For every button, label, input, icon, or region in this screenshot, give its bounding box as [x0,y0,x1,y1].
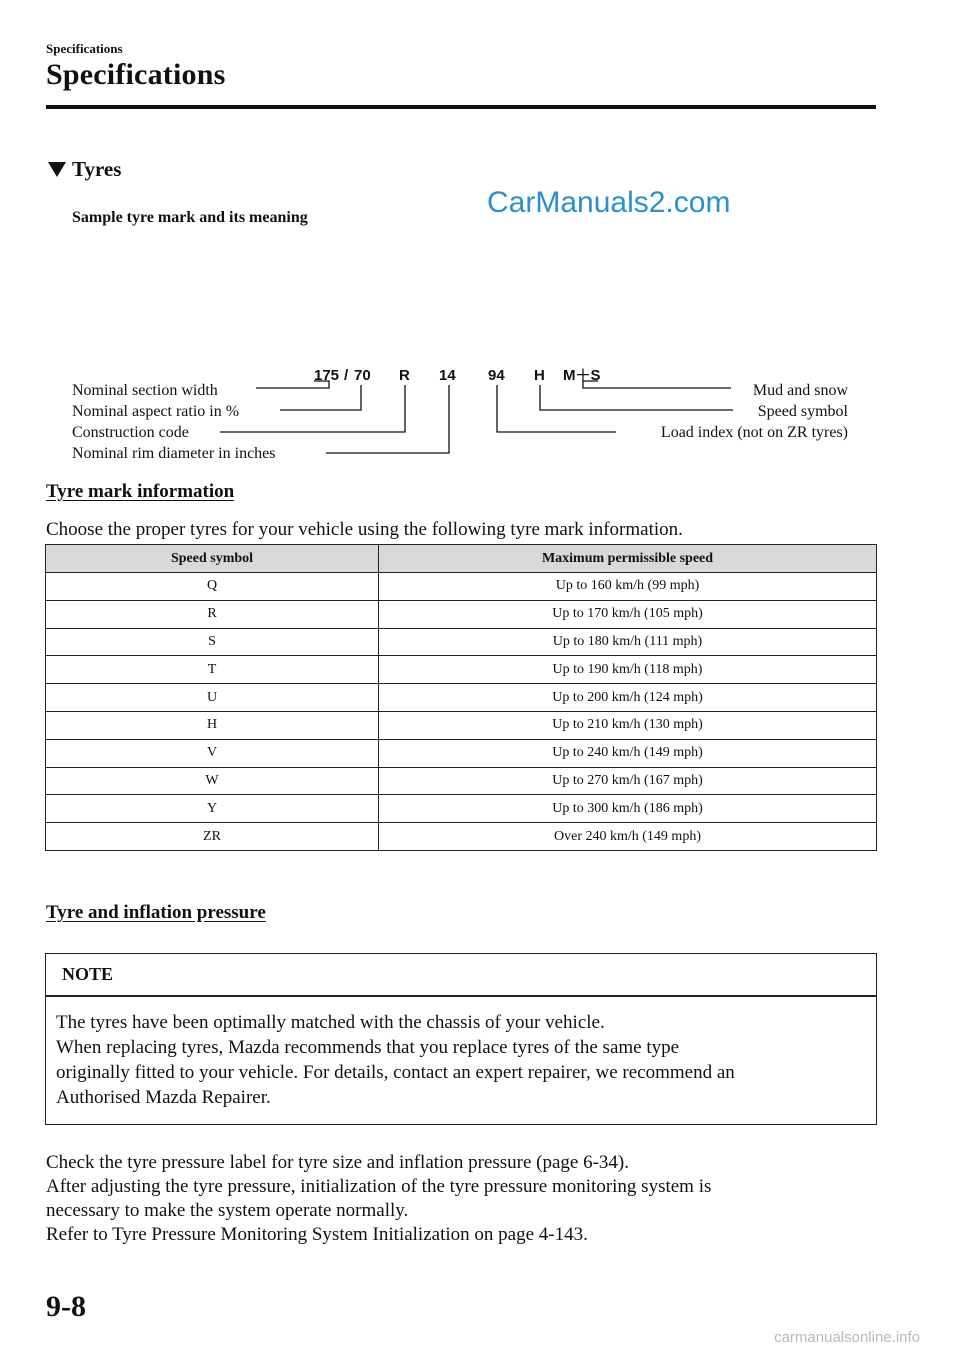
note-title: NOTE [62,964,114,984]
code-load: 94 [488,367,505,384]
table-row [46,573,877,601]
note-box [45,953,877,1125]
table-row [46,795,877,823]
table-cell: Y [46,795,379,823]
code-width: 175 [314,367,340,384]
inflation-heading: Tyre and inflation pressure [46,902,266,923]
table-cell: H [46,711,379,739]
table-cell: Up to 300 km/h (186 mph) [379,795,877,823]
code-mud-snow: M＋S [563,367,601,384]
tyre-mark-diagram [0,355,960,470]
table-row [46,823,877,851]
diagram-labels [72,382,849,462]
leader-aspect [280,385,361,410]
table-cell: Up to 270 km/h (167 mph) [379,767,877,795]
code-construction: R [399,367,410,384]
table-cell: W [46,767,379,795]
page-title: Specifications [46,58,226,91]
label-mud-snow: Mud and snow [752,382,848,399]
table-cell: T [46,656,379,684]
inflation-body [46,1151,711,1247]
table-header-row [46,545,877,573]
body-line: Refer to Tyre Pressure Monitoring System Initialization on page 4-143. [46,1224,588,1245]
triangle-bullet-icon [48,162,66,177]
table-cell: Up to 200 km/h (124 mph) [379,684,877,712]
code-slash: / [344,367,349,384]
label-construction-code: Construction code [72,424,189,441]
label-section-width: Nominal section width [72,382,218,399]
leader-mud-snow [583,381,731,388]
leader-speed [540,385,733,410]
code-aspect: 70 [354,367,371,384]
table-cell: Up to 240 km/h (149 mph) [379,739,877,767]
table-cell: ZR [46,823,379,851]
table-cell: Up to 190 km/h (118 mph) [379,656,877,684]
table-cell: Over 240 km/h (149 mph) [379,823,877,851]
tyre-mark-heading: Tyre mark information [46,481,235,502]
leader-construction [220,385,405,432]
leader-lines [220,381,733,453]
note-divider [46,995,876,997]
table-cell: S [46,628,379,656]
table-cell: R [46,600,379,628]
section-heading [48,157,121,182]
section-title: Tyres [72,157,122,181]
body-line: Check the tyre pressure label for tyre size and inflation pressure (page 6-34). [46,1152,629,1173]
title-rule [46,105,876,109]
watermark: CarManuals2.com [487,186,731,219]
speed-symbol-table [45,544,877,851]
code-speed: H [534,367,545,384]
table-row [46,656,877,684]
table-cell: Up to 160 km/h (99 mph) [379,573,877,601]
note-line: When replacing tyres, Mazda recommends that you replace tyres of the same type [56,1037,680,1058]
label-load-index: Load index (not on ZR tyres) [660,424,848,441]
table-row [46,767,877,795]
table-row [46,711,877,739]
table-row [46,600,877,628]
table-row [46,684,877,712]
table-cell: Up to 210 km/h (130 mph) [379,711,877,739]
column-header: Maximum permissible speed [379,545,877,573]
note-body [56,1010,868,1110]
label-rim-diameter: Nominal rim diameter in inches [72,445,276,462]
column-header: Speed symbol [46,545,379,573]
note-line: The tyres have been optimally matched with the chassis of your vehicle. [56,1012,605,1033]
tyre-codes [314,367,601,384]
running-head: Specifications [46,41,123,56]
body-line: After adjusting the tyre pressure, initialization of the tyre pressure monitoring system is [46,1176,712,1197]
leader-load [497,385,616,432]
footer-site-watermark: carmanualsonline.info [774,1329,920,1346]
label-aspect-ratio: Nominal aspect ratio in % [72,403,240,420]
table-cell: Up to 180 km/h (111 mph) [379,628,877,656]
table-row [46,628,877,656]
label-speed-symbol: Speed symbol [757,403,848,420]
code-rim: 14 [439,367,456,384]
note-line: originally fitted to your vehicle. For details, contact an expert repairer, we recommend an [56,1062,735,1083]
sample-caption: Sample tyre mark and its meaning [72,209,308,226]
table-cell: Q [46,573,379,601]
page-number: 9-8 [46,1290,86,1323]
table-cell: V [46,739,379,767]
tyre-mark-intro: Choose the proper tyres for your vehicle using the following tyre mark information. [46,519,683,540]
table-row [46,739,877,767]
table-cell: Up to 170 km/h (105 mph) [379,600,877,628]
leader-rim [326,385,449,453]
body-line: necessary to make the system operate normally. [46,1200,409,1221]
table-cell: U [46,684,379,712]
note-line: Authorised Mazda Repairer. [56,1087,271,1108]
